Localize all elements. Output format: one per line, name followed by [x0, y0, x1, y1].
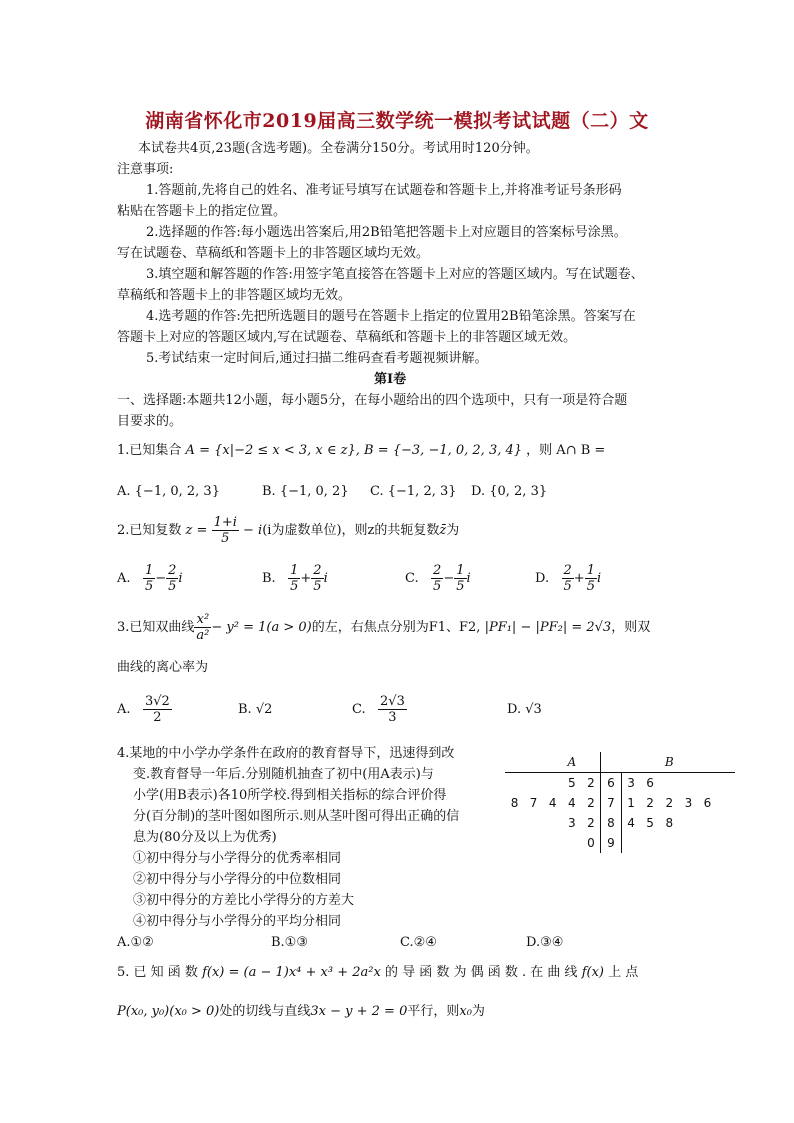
stem-leaf-cell	[679, 833, 698, 853]
stem-leaf-cell: 2	[665, 796, 674, 810]
q1-option-c: C. {−1, 2, 3}	[370, 484, 457, 499]
stem-leaf-cell	[698, 752, 717, 773]
stem-leaf-cell	[524, 752, 543, 773]
stem-leaf-row	[505, 833, 735, 853]
q2-option-a	[117, 562, 183, 596]
q1-set-b: , B = {−3, −1, 0, 2, 3, 4}	[355, 443, 523, 458]
operator: +	[300, 571, 312, 586]
fraction-numerator: 2	[433, 563, 442, 578]
fraction-numerator: 2√3	[380, 694, 405, 709]
q3-option-a	[117, 692, 172, 728]
section-intro: 一、选择题:本题共12小题，每小题5分，在每小题给出的四个选项中，只有一项是符合题	[117, 393, 628, 408]
q4-option-b: B.①③	[271, 935, 308, 950]
operator: +	[573, 571, 585, 586]
q3-end: ，则双	[611, 620, 651, 635]
q5-text: 5. 已 知 函 数	[117, 965, 198, 980]
stem-leaf-cell	[717, 833, 735, 853]
q1-option-d: D. {0, 2, 3}	[471, 484, 548, 499]
q1-option-a: A. {−1, 0, 2, 3}	[117, 484, 220, 499]
imaginary-unit: i	[466, 571, 471, 586]
notice-line: 4.选考题的作答:先把所选题目的题号在答题卡上指定的位置用2B铅笔涂黑。答案写在	[146, 309, 636, 324]
q3-numerator: x²	[194, 612, 211, 628]
q5-fx: f(x)	[581, 965, 604, 980]
header-b: B	[660, 752, 679, 773]
stem-leaf-cell	[679, 773, 698, 794]
stem-leaf-cell: 6	[646, 776, 654, 790]
q5-x0: x₀	[459, 1004, 472, 1019]
stem-leaf-cell: 5	[567, 776, 576, 790]
fraction-denominator: 2	[153, 710, 162, 725]
notice-line: 3.填空题和解答题的作答:用签字笔直接答在答题卡上对应的答题区域内。写在试题卷、	[146, 267, 644, 282]
q4-text: 分(百分制)的茎叶图如图所示.则从茎叶图可得出正确的信	[133, 809, 460, 824]
q3-option-b: B. √2	[238, 702, 273, 717]
stem-leaf-cell: 3	[567, 816, 576, 830]
stem-leaf-cell	[698, 833, 717, 853]
q4-statement: ③初中得分的方差比小学得分的方差大	[133, 893, 355, 908]
fraction-numerator: 2	[563, 563, 572, 578]
notice-line: 2.选择题的作答:每小题选出答案后,用2B铅笔把答题卡上对应题目的答案标号涂黑。	[146, 225, 627, 240]
q2-option-b	[262, 562, 328, 596]
fraction-numerator: 3√2	[144, 694, 170, 709]
fraction-numerator: 1	[586, 563, 595, 578]
stem-leaf-cell	[717, 773, 735, 794]
q5-text: 的 导 函 数 为 偶 函 数 . 在 曲 线	[384, 965, 578, 980]
stem-leaf-cell: 3	[621, 773, 641, 794]
q2-suffix: (i为虚数单位)，则z的共轭复数	[262, 523, 440, 538]
q5-text: 为	[471, 1004, 485, 1019]
stem-leaf-header	[505, 752, 735, 773]
q2-zbar: z̄	[439, 523, 447, 538]
fraction-denominator: 5	[290, 579, 299, 594]
stem-leaf-cell: 4	[621, 813, 641, 833]
imaginary-unit: i	[596, 571, 602, 586]
stem-leaf-cell: 6	[703, 796, 712, 810]
fraction-denominator: 5	[456, 579, 465, 594]
q3-equation: − y² = 1(a > 0)	[211, 620, 312, 635]
q1-option-b: B. {−1, 0, 2}	[262, 484, 349, 499]
stem-leaf-cell	[562, 833, 581, 853]
q2-prefix: 2.已知复数	[117, 523, 182, 538]
stem-leaf-cell	[621, 833, 641, 853]
q3-denominator: a²	[196, 628, 210, 643]
stem-leaf-cell	[543, 773, 562, 794]
q5-text: 平行，则	[407, 1004, 460, 1019]
imaginary-unit: i	[323, 571, 328, 586]
option-label: D.	[535, 571, 550, 586]
question-3	[117, 610, 650, 646]
stem-leaf-cell	[543, 813, 562, 833]
stem-leaf-cell: 0	[587, 836, 595, 850]
q3-mid: 的左，右焦点分别为F1、F2,	[311, 620, 481, 635]
stem-leaf-cell	[505, 833, 524, 853]
q4-text: 小学(用B表示)各10所学校.得到相关指标的综合评价得	[133, 788, 447, 803]
q2-fraction	[212, 515, 239, 546]
q1-prefix: 1.已知集合	[117, 443, 182, 458]
fraction-denominator: 5	[313, 579, 322, 594]
q3-option-c	[352, 692, 407, 728]
q3-condition: |PF₁| − |PF₂| = 2√3	[484, 620, 612, 635]
q5-line-eq: 3x − y + 2 = 0	[310, 1004, 408, 1019]
stem-leaf-cell: 2	[646, 796, 654, 810]
notice-heading: 注意事项:	[117, 162, 174, 177]
stem-leaf-cell	[581, 752, 601, 773]
notice-line: 粘贴在答题卡上的指定位置。	[117, 204, 287, 219]
stem-leaf-cell	[679, 813, 698, 833]
stem-value: 8	[601, 813, 621, 833]
fraction-numerator: 1	[144, 563, 154, 578]
fraction-denominator: 5	[168, 579, 177, 594]
section-intro: 目要求的。	[117, 414, 183, 429]
q2-option-c	[405, 562, 471, 596]
stem-leaf-cell: 8	[510, 796, 519, 810]
fraction-denominator: 5	[433, 579, 442, 594]
stem-leaf-cell	[679, 752, 698, 773]
stem-leaf-cell	[601, 752, 621, 773]
notice-line: 写在试题卷、草稿纸和答题卡上的非答题区域均无效。	[117, 246, 430, 261]
stem-leaf-cell	[505, 773, 524, 794]
q2-tail: − i	[243, 523, 263, 538]
stem-leaf-cell	[641, 752, 660, 773]
question-1	[117, 442, 605, 460]
stem-leaf-table	[505, 752, 735, 853]
fraction-numerator: 1	[290, 563, 299, 578]
notice-line: 答题卡上对应的答题区域内,写在试题卷、草稿纸和答题卡上的非答题区域无效。	[117, 330, 577, 345]
part-title: 第Ⅰ卷	[374, 372, 407, 387]
q3-option-d: D. √3	[507, 702, 542, 717]
q4-statement: ①初中得分与小学得分的优秀率相同	[133, 851, 342, 866]
stem-leaf-cell: 4	[548, 796, 557, 810]
notice-line: 1.答题前,先将自己的姓名、准考证号填写在试题卷和答题卡上,并将准考证号条形码	[146, 183, 622, 198]
option-label: C.	[352, 702, 366, 717]
stem-leaf-plot	[505, 752, 735, 862]
stem-leaf-row	[505, 773, 735, 794]
fraction-denominator: 5	[144, 579, 154, 594]
stem-leaf-cell: 2	[587, 776, 595, 790]
question-5-line-1	[117, 964, 638, 982]
q2-option-d	[535, 562, 601, 596]
stem-leaf-cell	[505, 752, 524, 773]
q4-statement: ②初中得分与小学得分的中位数相同	[133, 872, 342, 887]
stem-leaf-cell	[717, 793, 735, 813]
stem-leaf-row	[505, 813, 735, 833]
stem-leaf-cell	[717, 813, 735, 833]
stem-leaf-row	[505, 793, 735, 813]
page-title: 湖南省怀化市2019届高三数学统一模拟考试试题（二）文	[145, 110, 649, 132]
intro-text: 本试卷共4页,23题(含选考题)。全卷满分150分。考试用时120分钟。	[138, 141, 539, 156]
q1-suffix: ，则 A∩ B =	[526, 443, 606, 458]
notice-line: 5.考试结束一定时间后,通过扫描二维码查看考题视频讲解。	[146, 351, 488, 366]
stem-leaf-cell	[524, 773, 543, 794]
q4-option-c: C.②④	[400, 935, 437, 950]
q4-option-a: A.①②	[117, 935, 154, 950]
stem-leaf-cell: 7	[529, 796, 538, 810]
stem-leaf-cell	[698, 813, 717, 833]
q1-set-a: A = {x|−2 ≤ x < 3, x ∈ z}	[185, 443, 356, 458]
q4-text: 4.某地的中小学办学条件在政府的教育督导下，迅速得到改	[117, 746, 455, 761]
question-5-line-2	[117, 1003, 485, 1021]
fraction-denominator: 5	[563, 579, 572, 594]
q2-denominator: 5	[221, 531, 230, 546]
option-label: B.	[262, 571, 276, 586]
stem-leaf-cell	[543, 833, 562, 853]
notice-line: 草稿纸和答题卡上的非答题区域均无效。	[117, 288, 352, 303]
option-label: C.	[405, 571, 419, 586]
stem-leaf-cell: 2	[587, 816, 595, 830]
stem-leaf-cell	[698, 773, 717, 794]
question-2	[117, 514, 459, 548]
stem-value: 9	[601, 833, 621, 853]
q5-point: P(x₀, y₀)(x₀ > 0)	[117, 1004, 220, 1019]
imaginary-unit: i	[178, 571, 183, 586]
q2-numerator: 1+i	[213, 515, 237, 530]
option-label: A.	[117, 571, 131, 586]
q5-function: f(x) = (a − 1)x⁴ + x³ + 2a²x	[202, 965, 381, 980]
fraction-numerator: 2	[168, 563, 177, 578]
q5-text: 处的切线与直线	[219, 1004, 311, 1019]
stem-leaf-cell	[660, 773, 679, 794]
stem-leaf-cell: 8	[665, 816, 674, 830]
stem-leaf-cell	[717, 752, 735, 773]
stem-leaf-cell: 1	[621, 793, 641, 813]
stem-leaf-cell: 4	[567, 796, 576, 810]
operator: −	[155, 571, 167, 586]
fraction-denominator: 3	[388, 710, 397, 725]
stem-leaf-cell	[660, 833, 679, 853]
stem-leaf-cell: 2	[587, 796, 595, 810]
stem-value: 6	[601, 773, 621, 794]
q3-line-2: 曲线的离心率为	[117, 660, 209, 675]
fraction-numerator: 2	[313, 563, 322, 578]
q4-text: 变.教育督导一年后.分别随机抽查了初中(用A表示)与	[133, 767, 434, 782]
stem-leaf-cell	[543, 752, 562, 773]
q2-z-eq: z =	[185, 523, 208, 538]
stem-leaf-cell	[524, 813, 543, 833]
stem-leaf-cell	[621, 752, 641, 773]
fraction-denominator: 5	[586, 579, 595, 594]
q4-text: 息为(80分及以上为优秀)	[133, 830, 277, 845]
stem-value: 7	[601, 793, 621, 813]
q2-end: 为	[446, 523, 460, 538]
q4-option-d: D.③④	[526, 935, 564, 950]
stem-leaf-cell	[505, 813, 524, 833]
q3-prefix: 3.已知双曲线	[117, 620, 195, 635]
stem-leaf-cell: 3	[684, 796, 693, 810]
q4-statement: ④初中得分与小学得分的平均分相同	[133, 914, 342, 929]
stem-leaf-cell: 5	[646, 816, 654, 830]
q5-text: 上 点	[608, 965, 639, 980]
fraction-numerator: 1	[456, 563, 465, 578]
stem-leaf-cell	[524, 833, 543, 853]
option-label: A.	[117, 702, 131, 717]
operator: −	[443, 571, 455, 586]
stem-leaf-cell	[641, 833, 660, 853]
header-a: A	[562, 752, 581, 773]
